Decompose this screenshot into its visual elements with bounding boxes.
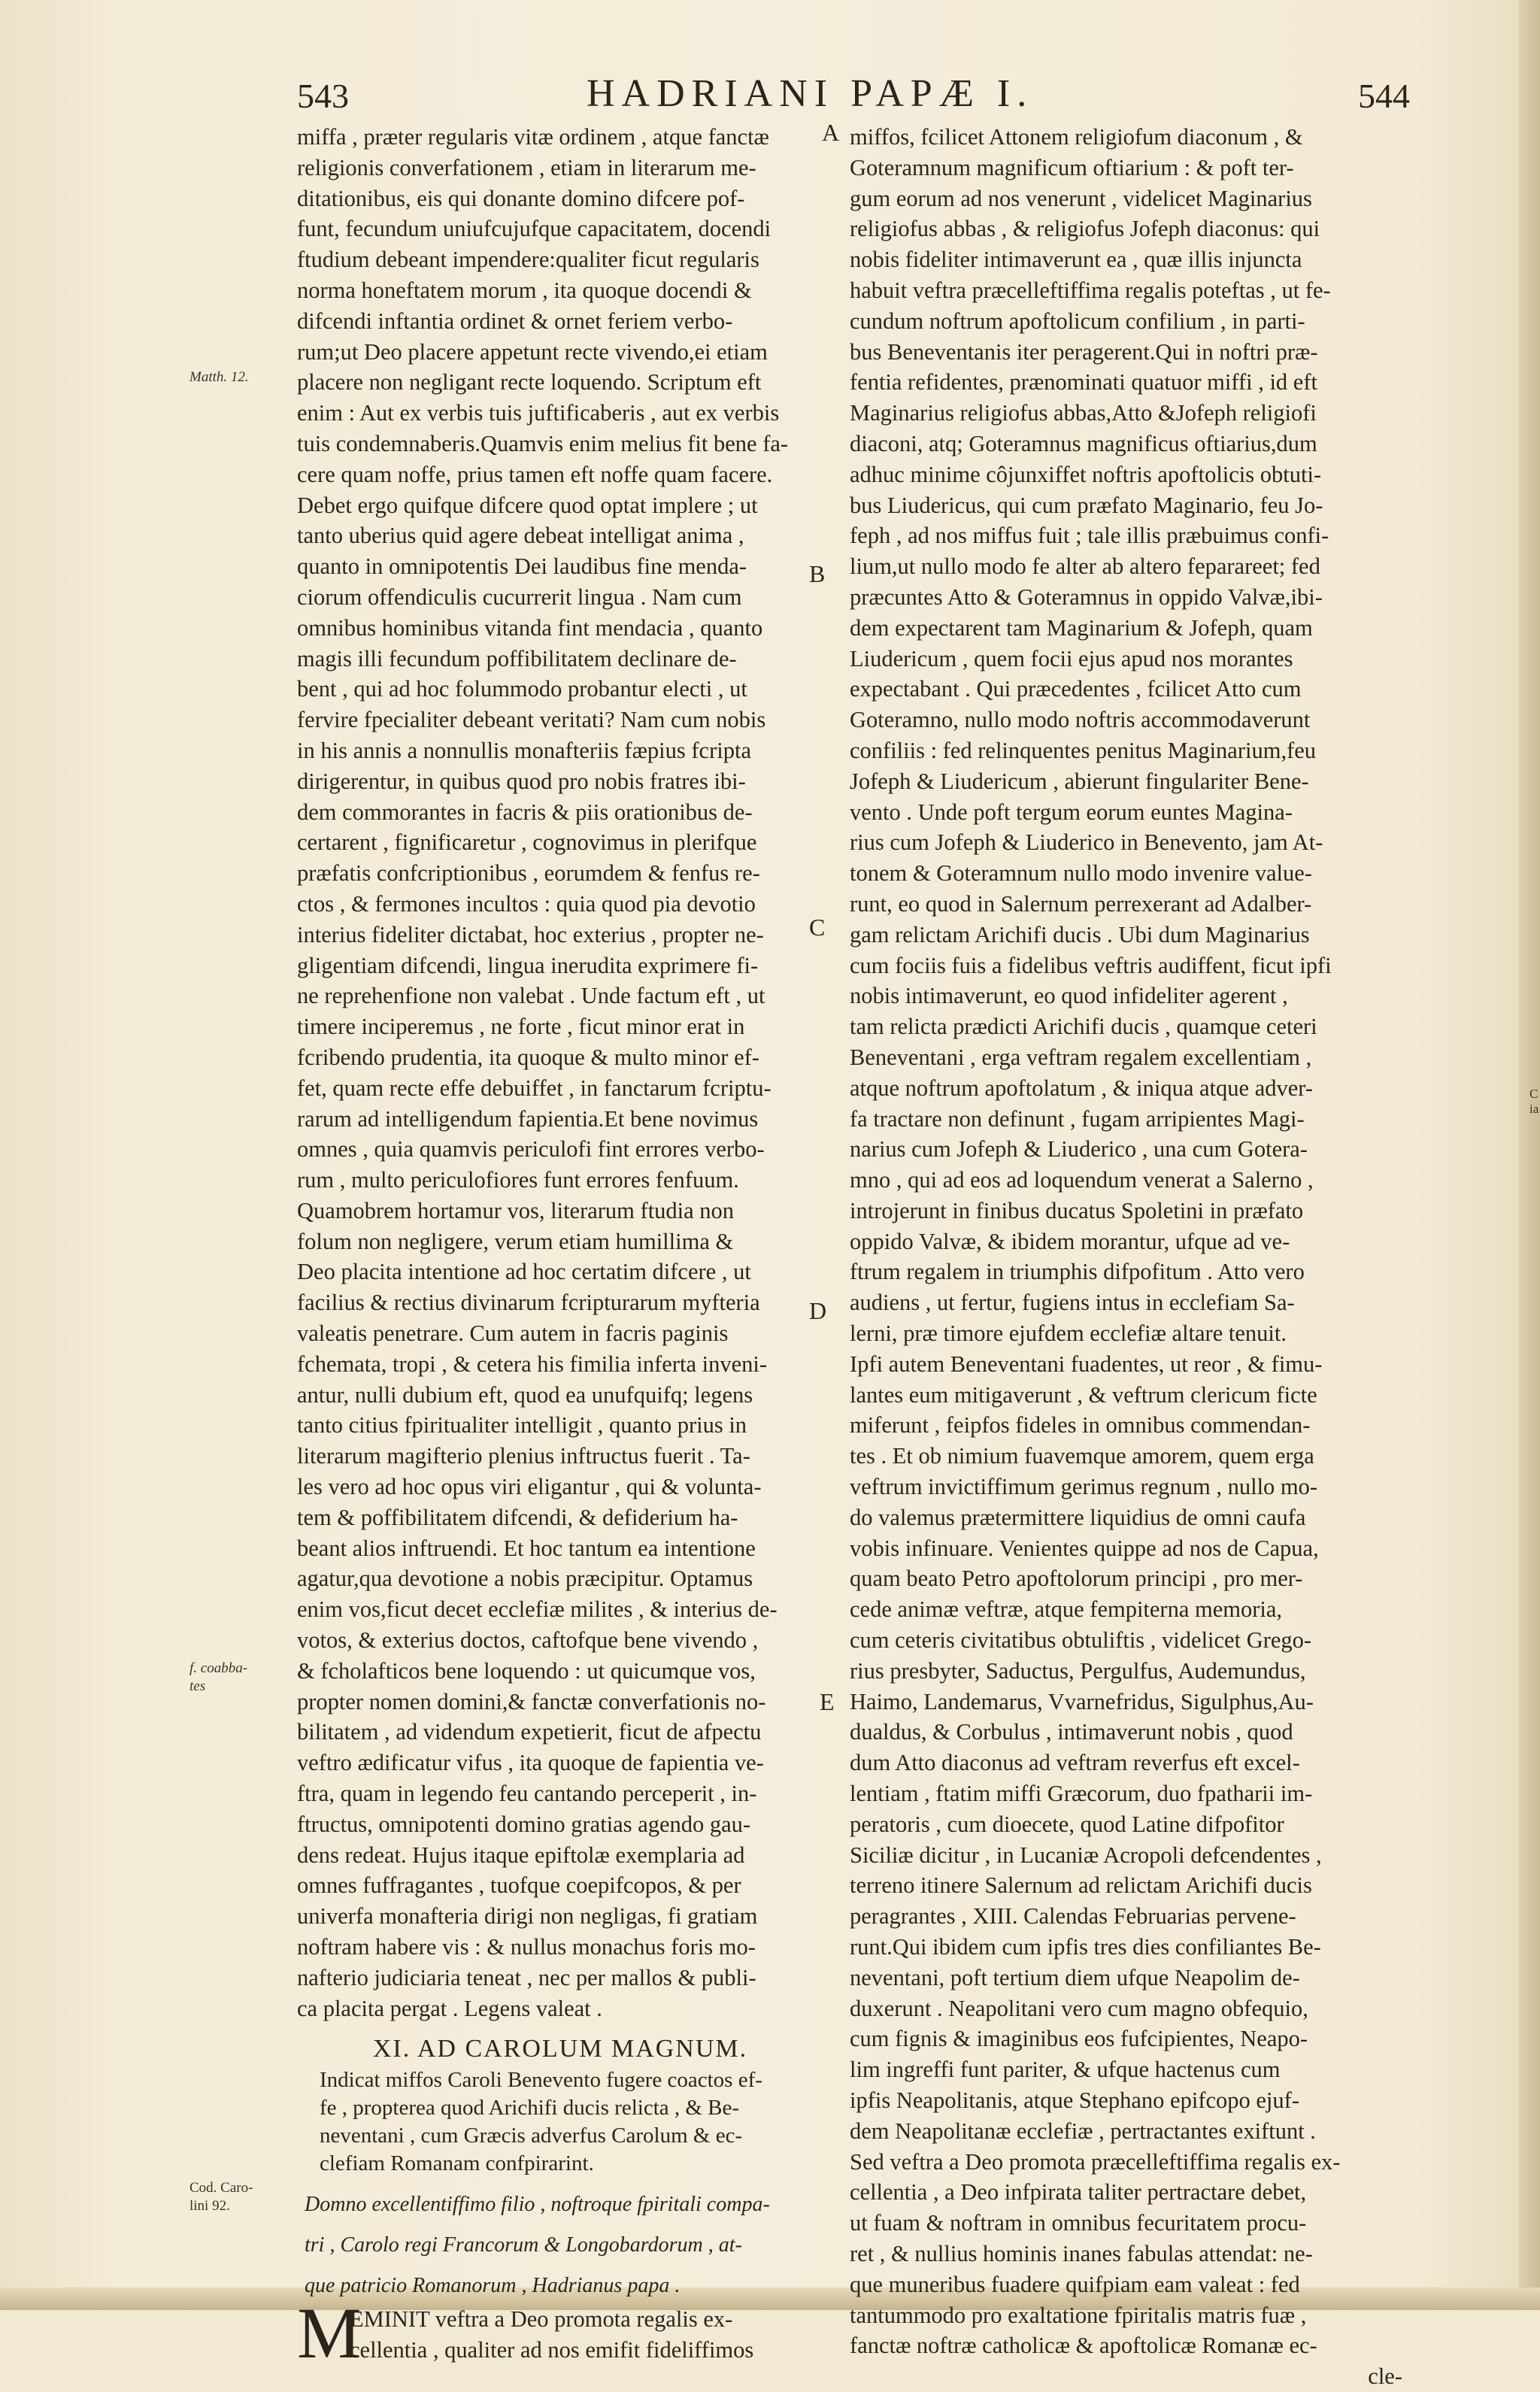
text-line: literarum magifterio plenius inftructus fuerit . Ta- — [297, 1443, 750, 1469]
margin-note-coabbates: f. coabba- tes — [189, 1660, 248, 1694]
section-letter-a: A — [822, 119, 840, 146]
text-line: veftrum invictiffimum gerimus regnum , nullo mo- — [850, 1474, 1318, 1500]
text-line: religiofus abbas , & religiofus Jofeph diaconus: qui — [850, 216, 1320, 242]
text-line: veftro ædificatur vifus , ita quoque de fapientia ve- — [297, 1750, 764, 1776]
text-line: atque noftrum apoftolatum , & iniqua atque adver- — [850, 1075, 1313, 1101]
text-line: Haimo, Landemarus, Vvarnefridus, Sigulphus,Au- — [850, 1688, 1314, 1714]
section-letter-d: D — [809, 1297, 827, 1324]
section-letter-e: E — [820, 1688, 835, 1715]
text-line: in his annis a nonnullis monafteriis fæpius fcripta — [297, 737, 751, 763]
text-line: bilitatem , ad videndum expetierit, ficut de afpectu — [297, 1719, 762, 1745]
text-line: placere non negligant recte loquendo. Scriptum eft — [297, 369, 762, 396]
text-line: oppido Valvæ, & ibidem morantur, ufque ad ve- — [850, 1228, 1290, 1254]
text-line: dem commorantes in facris & piis orationibus de- — [297, 799, 753, 825]
text-line: dens redeat. Hujus itaque epiftolæ exemplaria ad — [297, 1842, 745, 1868]
section-letter-c: C — [809, 914, 826, 941]
text-line: ciorum offendiculis cucurrerit lingua . Nam cum — [297, 584, 742, 610]
text-line: antur, nulli dubium eft, quod ea unufquifq; legens — [297, 1381, 753, 1408]
text-line: dem expectarent tam Maginarium & Jofeph, quam — [850, 614, 1313, 641]
text-line: folum non negligere, verum etiam humillima & — [297, 1228, 734, 1254]
text-line: cum fociis fuis a fidelibus veftris audiffent, ficut ipfi — [850, 952, 1332, 978]
text-line: feph , ad nos miffus fuit ; tale illis præbuimus confi- — [850, 523, 1329, 549]
text-line: runt, eo quod in Salernum perrexerant ad Adalber- — [850, 890, 1312, 917]
summary-line: Indicat miffos Caroli Benevento fugere coactos ef- — [320, 2068, 762, 2093]
text-line: gligentiam difcendi, lingua inerudita exprimere fi- — [297, 952, 759, 978]
text-line: difcendi inftantia ordinet & ornet feriem verbo- — [297, 308, 733, 334]
text-line: terreno itinere Salernum ad relictam Arichifi ducis — [850, 1872, 1312, 1899]
text-line: vobis infinuare. Venientes quippe ad nos de Capua, — [850, 1535, 1319, 1561]
text-line: Maginarius religiofus abbas,Atto &Jofeph religiofi — [850, 400, 1317, 426]
text-line: gam relictam Arichifi ducis . Ubi dum Maginarius — [850, 921, 1310, 947]
text-line: enim vos,ficut decet ecclefiæ milites , & interius de- — [297, 1596, 778, 1623]
text-line: religionis converfationem , etiam in literarum me- — [297, 154, 756, 180]
text-line: agatur,qua devotione a nobis præcipitur. Optamus — [297, 1566, 753, 1592]
text-line: Debet ergo quifque difcere quod optat implere ; ut — [297, 492, 758, 518]
page-number-left: 543 — [297, 77, 349, 115]
text-line: ca placita pergat . Legens valeat . — [297, 1995, 602, 2021]
text-line: ctos , & fermones incultos : quia quod pia devotio — [297, 890, 756, 917]
text-line: nobis intimaverunt, eo quod infideliter agerent , — [850, 983, 1288, 1009]
text-line: bus Liudericus, qui cum præfato Maginario, feu Jo- — [850, 492, 1323, 518]
text-line: introjerunt in finibus ducatus Spoletini in præfato — [850, 1197, 1304, 1223]
text-line: quanto in omnipotentis Dei laudibus fine menda- — [297, 553, 747, 580]
text-line: votos, & exterius doctos, caftofque bene vivendo , — [297, 1627, 759, 1654]
left-column — [297, 122, 826, 2374]
text-line: beant alios inftruendi. Et hoc tantum ea intentione — [297, 1535, 756, 1561]
text-line: cere quam noffe, prius tamen eft noffe quam facere. — [297, 461, 773, 487]
text-line: mno , qui ad eos ad loquendum venerat a Salerno , — [850, 1167, 1314, 1193]
text-line: fanctæ noftræ catholicæ & apoftolicæ Romanæ ec- — [850, 2333, 1317, 2359]
text-line: runt.Qui ibidem cum ipfis tres dies confiliantes Be- — [850, 1934, 1321, 1960]
text-line: cum ceteris civitatibus obtuliftis , videlicet Grego- — [850, 1627, 1312, 1654]
text-line: les vero ad hoc opus viri eligantur , qui & volunta- — [297, 1474, 762, 1500]
summary-line: clefiam Romanam confpirarint. — [320, 2151, 594, 2176]
right-edge-fragment: C ia — [1529, 1087, 1539, 1116]
text-line: præcuntes Atto & Goteramnus in oppido Valvæ,ibi- — [850, 584, 1323, 610]
text-line: Beneventani , erga veftram regalem excellentiam , — [850, 1044, 1312, 1070]
text-line: vento . Unde poft tergum eorum euntes Magina- — [850, 799, 1293, 825]
text-line: dirigerentur, in quibus quod pro nobis fratres ibi- — [297, 768, 746, 794]
text-line: ftra, quam in legendo feu cantando perceperit , in- — [297, 1781, 757, 1807]
text-line: ne reprehenfione non valebat . Unde factum eft , ut — [297, 983, 765, 1009]
running-title: HADRIANI PAPÆ I. — [587, 72, 1034, 115]
text-line: cellentia , a Deo infpirata taliter pertractare debet, — [850, 2179, 1307, 2206]
text-line: lim ingreffi funt pariter, & ufque hactenus cum — [850, 2057, 1281, 2083]
page-number-right: 544 — [1358, 77, 1410, 115]
text-line: tes . Et ob nimium fuavemque amorem, quem erga — [850, 1443, 1314, 1469]
text-line: facilius & rectius divinarum fcripturarum myfteria — [297, 1290, 760, 1316]
text-line: dem Neapolitanæ ecclefiæ , pertractantes exiftunt . — [850, 2118, 1316, 2144]
text-line: duxerunt . Neapolitani vero cum magno obfequio, — [850, 1995, 1308, 2021]
text-line: tuis condemnaberis.Quamvis enim melius fit bene fa- — [297, 430, 789, 456]
text-line: quam beato Petro apoftolorum principi , pro mer- — [850, 1566, 1303, 1592]
text-line: præfatis confcriptionibus , eorumdem & fenfus re- — [297, 860, 760, 887]
text-line: magis illi fecundum poffibilitatem declinare de- — [297, 645, 737, 672]
text-line: certarent , fignificaretur , cognovimus in plerifque — [297, 829, 757, 856]
text-line: lerni, præ timore ejufdem ecclefiæ altare tenuit. — [850, 1320, 1287, 1347]
text-line: ipfis Neapolitanis, atque Stephano epifcopo ejuf- — [850, 2087, 1299, 2113]
page-edge-right — [1519, 0, 1540, 2310]
drop-cap: M — [297, 2293, 362, 2374]
text-line: tanto citius fpiritualiter intelligit , quanto prius in — [297, 1412, 747, 1439]
salutation-line: que patricio Romanorum , Hadrianus papa . — [305, 2274, 681, 2298]
text-line: interius fideliter dictabat, hoc exterius , propter ne- — [297, 921, 764, 947]
text-line: fcribendo prudentia, ita quoque & multo minor ef- — [297, 1044, 759, 1070]
text-line: Sed veftra a Deo promota præcelleftiffima regalis ex- — [850, 2148, 1341, 2175]
text-line: cede animæ veftræ, atque fempiterna memoria, — [850, 1596, 1283, 1623]
opening-line: EMINIT veftra a Deo promota regalis ex- — [350, 2306, 733, 2333]
text-line: Jofeph & Liudericum , abierunt fingulariter Bene- — [850, 768, 1309, 794]
text-line: fa tractare non definunt , fugam arripientes Magi- — [850, 1105, 1305, 1132]
margin-note-matth: Matth. 12. — [189, 369, 249, 385]
text-line: dualdus, & Corbulus , intimaverunt nobis , quod — [850, 1719, 1293, 1745]
text-line: rum;ut Deo placere appetunt recte vivendo,ei etiam — [297, 338, 768, 365]
text-line: fet, quam recte effe debuiffet , in fanctarum fcriptu- — [297, 1075, 772, 1101]
text-line: ftrum regalem in triumphis difpofitum . Atto vero — [850, 1259, 1305, 1285]
text-line: ret , & nullius hominis inanes fabulas attendat: ne- — [850, 2240, 1313, 2266]
text-line: omnes , quia quamvis periculofi fint errores verbo- — [297, 1136, 765, 1163]
text-line: Ipfi autem Beneventani fuadentes, ut reor , & fimu- — [850, 1351, 1323, 1377]
text-line: Liudericum , quem focii ejus apud nos morantes — [850, 645, 1293, 672]
text-line: fentia refidentes, prænominati quatuor miffi , id eft — [850, 369, 1317, 396]
opening-paragraph — [297, 2293, 823, 2374]
text-line: miffos, fcilicet Attonem religiofum diaconum , & — [850, 124, 1303, 150]
text-line: lantes eum mitigaverunt , & veftrum clericum ficte — [850, 1381, 1317, 1408]
summary-line: fe , propterea quod Arichifi ducis relicta , & Be- — [320, 2096, 740, 2121]
text-line: tam relicta prædicti Arichifi ducis , quamque ceteri — [850, 1014, 1317, 1040]
text-line: rum , multo periculofiores funt errores fenfuum. — [297, 1167, 739, 1193]
right-column — [850, 122, 1402, 2392]
text-line: tem & poffibilitatem difcendi, & defiderium ha- — [297, 1504, 738, 1530]
text-line: cundum noftrum apoftolicum confilium , in parti- — [850, 308, 1305, 334]
text-line: tonem & Goteramnum nullo modo invenire value- — [850, 860, 1312, 887]
text-line: funt, fecundum uniufcujufque capacitatem, docendi — [297, 216, 772, 242]
text-line: tantummodo pro exaltatione fpiritalis matris fuæ , — [850, 2302, 1307, 2328]
text-line: Goteramnum magnificum oftiarium : & poft ter- — [850, 154, 1294, 180]
summary-line: neventani , cum Græcis adverfus Carolum & ec- — [320, 2124, 743, 2148]
text-line: valeatis penetrare. Cum autem in facris paginis — [297, 1320, 729, 1347]
text-line: peragrantes , XIII. Calendas Februarias pervene- — [850, 1903, 1296, 1930]
text-line: Siciliæ dicitur , in Lucaniæ Acropoli defcendentes , — [850, 1842, 1322, 1868]
text-line: rarum ad intelligendum fapientia.Et bene novimus — [297, 1105, 759, 1132]
text-line: ftudium debeant impendere:qualiter ficut regularis — [297, 247, 759, 273]
text-line: omnes fuffragantes , tuofque coepifcopos, & per — [297, 1872, 741, 1899]
text-line: fchemata, tropi , & cetera his fimilia inferta inveni- — [297, 1351, 767, 1377]
text-line: audiens , ut fertur, fugiens intus in ecclefiam Sa- — [850, 1290, 1295, 1316]
text-line: Quamobrem hortamur vos, literarum ftudia non — [297, 1197, 735, 1223]
text-line: nobis fideliter intimaverunt ea , quæ illis injuncta — [850, 247, 1302, 273]
text-line: miffa , præter regularis vitæ ordinem , atque fanctæ — [297, 124, 769, 150]
text-line: peratoris , cum dioecete, quod Latine difpofitor — [850, 1811, 1284, 1837]
text-line: lium,ut nullo modo fe alter ab altero feparareet; fed — [850, 553, 1320, 580]
text-line: lentiam , ftatim miffi Græcorum, duo fpatharii im- — [850, 1781, 1313, 1807]
text-line: nafterio judiciaria teneat , nec per mallos & publi- — [297, 1964, 756, 1990]
text-line: rius presbyter, Saductus, Pergulfus, Audemundus, — [850, 1657, 1306, 1684]
text-line: confiliis : fed relinquentes penitus Maginarium,feu — [850, 737, 1317, 763]
text-line: ftructus, omnipotenti domino gratias agendo gau- — [297, 1811, 751, 1837]
text-line: propter nomen domini,& fanctæ converfationis no- — [297, 1688, 766, 1714]
opening-line: cellentia , qualiter ad nos emifit fideliffimos — [350, 2337, 754, 2363]
text-line: expectabant . Qui præcedentes , fcilicet Atto cum — [850, 676, 1302, 702]
text-line: bus Beneventanis iter peragerent.Qui in noftri præ- — [850, 338, 1318, 365]
text-line: enim : Aut ex verbis tuis juftificaberis , aut ex verbis — [297, 400, 780, 426]
text-line: norma honeftatem morum , ita quoque docendi & — [297, 277, 752, 303]
text-line: ditationibus, eis qui donante domino difcere pof- — [297, 185, 745, 211]
text-line: Deo placita intentione ad hoc certatim difcere , ut — [297, 1259, 751, 1285]
text-line: que muneribus fuadere quifpiam eam valeat : fed — [850, 2271, 1300, 2297]
text-line: miferunt , feipfos fideles in omnibus commendan- — [850, 1412, 1311, 1439]
text-line: ut fuam & noftram in omnibus fecuritatem procu- — [850, 2210, 1307, 2236]
text-line: do valemus prætermittere liquidius de omni caufa — [850, 1504, 1306, 1530]
text-line: gum eorum ad nos venerunt , videlicet Maginarius — [850, 185, 1312, 211]
text-line: bent , qui ad hoc folummodo probantur electi , ut — [297, 676, 747, 702]
running-header — [297, 71, 1410, 124]
text-line: univerfa monafteria dirigi non negligas, fi gratiam — [297, 1903, 758, 1930]
margin-note-cod-carolini: Cod. Caro- lini 92. — [189, 2180, 253, 2214]
section-letter-b: B — [809, 560, 826, 587]
text-line: cum fignis & imaginibus eos fufcipientes, Neapo- — [850, 2026, 1308, 2052]
salutation-line: tri , Carolo regi Francorum & Longobardorum , at- — [305, 2233, 742, 2257]
catchword: cle- — [1368, 2363, 1402, 2390]
text-line: neventani, poft tertium diem ufque Neapolim de- — [850, 1964, 1300, 1990]
text-line: narius cum Jofeph & Liuderico , una cum Gotera- — [850, 1136, 1308, 1163]
text-line: adhuc minime côjunxiffet noftris apoftolicis obtuti- — [850, 461, 1322, 487]
letter-heading: XI. AD CAROLUM MAGNUM. — [372, 2035, 748, 2063]
text-line: diaconi, atq; Goteramnus magnificus oftiarius,dum — [850, 430, 1317, 456]
text-line: fervire fpecialiter debeant veritati? Nam cum nobis — [297, 707, 766, 733]
text-line: rius cum Jofeph & Liuderico in Benevento, jam At- — [850, 829, 1323, 856]
salutation-line: Domno excellentiffimo filio , noftroque fpiritali compa- — [305, 2193, 770, 2217]
text-line: timere inciperemus , ne forte , ficut minor erat in — [297, 1014, 745, 1040]
text-line: Goteramno, nullo modo noftris accommodaverunt — [850, 707, 1311, 733]
text-line: noftram habere vis : & nullus monachus foris mo- — [297, 1934, 756, 1960]
text-line: omnibus hominibus vitanda fint mendacia , quanto — [297, 614, 763, 641]
text-line: & fcholafticos bene loquendo : ut quicumque vos, — [297, 1657, 756, 1684]
text-line: habuit veftra præcelleftiffima regalis poteftas , ut fe- — [850, 277, 1331, 303]
text-line: tanto uberius quid agere debeat intelligat anima , — [297, 523, 744, 549]
text-line: dum Atto diaconus ad veftram reverfus eft excel- — [850, 1750, 1300, 1776]
